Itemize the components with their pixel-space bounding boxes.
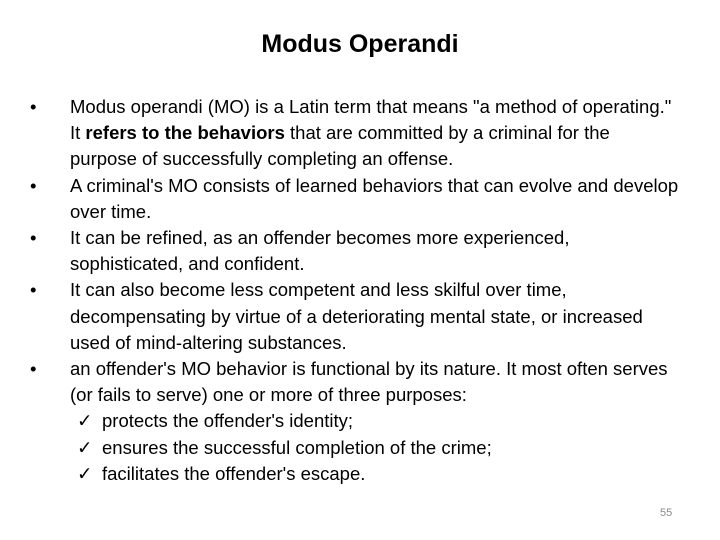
- bullet-item-3: [30, 225, 680, 277]
- checkmark-icon: ✓: [77, 462, 93, 484]
- bullet-text-3: It can be refined, as an offender becomes more experienced, sophisticated, and confident.: [70, 227, 570, 275]
- bullet-list: [30, 94, 680, 487]
- bullet-icon: •: [30, 174, 37, 196]
- bullet-text-2: A criminal's MO consists of learned behaviors that can evolve and develop over time.: [70, 174, 679, 222]
- check-item-2: [70, 435, 680, 461]
- bullet-item-5: [30, 356, 680, 487]
- page-number: 55: [660, 507, 673, 519]
- check-text-2: ensures the successful completion of the crime;: [102, 436, 492, 458]
- bullet-item-2: [30, 173, 680, 225]
- bullet-text-1-after: that are committed by a criminal for the purpose of successfully completing an offense.: [70, 122, 610, 170]
- bullet-text-1-before: Modus operandi (MO) is a Latin term that means "a method of operating." It: [70, 96, 672, 144]
- bullet-text-1-emphasis: refers to the behaviors: [85, 122, 285, 144]
- bullet-icon: •: [30, 227, 37, 249]
- check-text-1: protects the offender's identity;: [102, 410, 354, 432]
- checkmark-icon: ✓: [77, 436, 93, 458]
- bullet-item-1: [30, 94, 680, 173]
- check-list: [70, 408, 680, 487]
- bullet-item-4: [30, 277, 680, 356]
- bullet-text-5: an offender's MO behavior is functional by its nature. It most often serves (or fails to serve) one or more of three purposes:: [70, 358, 668, 406]
- slide-title: Modus Operandi: [261, 30, 459, 58]
- check-text-3: facilitates the offender's escape.: [102, 462, 366, 484]
- bullet-icon: •: [30, 96, 37, 117]
- check-item-1: [70, 408, 680, 434]
- bullet-icon: •: [30, 358, 37, 380]
- check-item-3: [70, 461, 680, 487]
- checkmark-icon: ✓: [77, 410, 93, 432]
- bullet-text-4: It can also become less competent and less skilful over time, decompensating by virtue of a deteriorating mental state, or increased used of mind-altering substances.: [70, 279, 643, 353]
- bullet-icon: •: [30, 279, 37, 301]
